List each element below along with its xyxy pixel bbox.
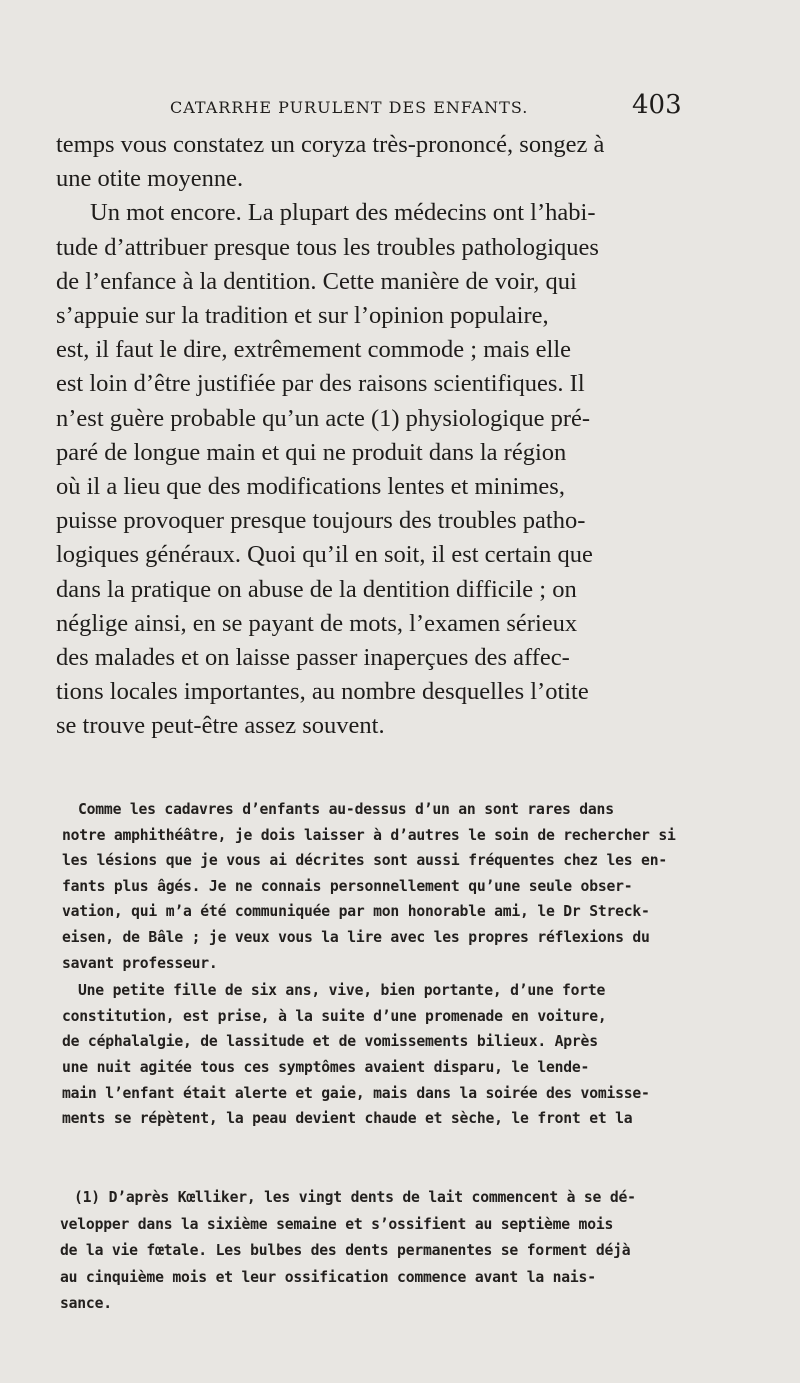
text-line: une otite moyenne. (56, 165, 244, 193)
main-text (56, 128, 686, 744)
note-line: les lésions que je vous ai décrites sont aussi fréquentes chez les en- (62, 852, 667, 870)
text-line: Un mot encore. La plupart des médecins ont l’habi- (90, 199, 596, 227)
note-line: fants plus âgés. Je ne connais personnellement qu’une seule obser- (62, 877, 633, 895)
note-line: savant professeur. (62, 954, 218, 972)
text-line: logiques généraux. Quoi qu’il en soit, il est certain que (56, 541, 593, 569)
footnote-line: de la vie fœtale. Les bulbes des dents permanentes se forment déjà (60, 1242, 631, 1259)
footnote-line: velopper dans la sixième semaine et s’ossifient au septième mois (60, 1215, 614, 1233)
note-line: une nuit agitée tous ces symptômes avaient disparu, le lende- (62, 1058, 590, 1076)
text-line: néglige ainsi, en se payant de mots, l’examen sérieux (56, 609, 578, 637)
text-line: tude d’attribuer presque tous les troubles pathologiques (56, 233, 599, 261)
text-line: est, il faut le dire, extrêmement commode ; mais elle (56, 336, 572, 364)
running-title: CATARRHE PURULENT DES ENFANTS. (170, 98, 529, 117)
note-line: eisen, de Bâle ; je veux vous la lire avec les propres réflexions du (62, 928, 650, 946)
footnote (60, 1185, 690, 1318)
text-line: est loin d’être justifiée par des raisons scientifiques. Il (56, 370, 585, 398)
text-line: n’est guère probable qu’un acte (1) physiologique pré- (56, 404, 591, 432)
small-print-notes (62, 797, 686, 1132)
footnote-line: au cinquième mois et leur ossification commence avant la nais- (60, 1268, 596, 1286)
note-line: de céphalalgie, de lassitude et de vomissements bilieux. Après (62, 1033, 598, 1051)
text-line: se trouve peut-être assez souvent. (56, 712, 385, 740)
text-line: paré de longue main et qui ne produit dans la région (56, 438, 567, 466)
text-line: dans la pratique on abuse de la dentition difficile ; on (56, 575, 577, 603)
note-line: Une petite fille de six ans, vive, bien portante, d’une forte (78, 982, 606, 1000)
footnote-line: (1) D’après Kœlliker, les vingt dents de lait commencent à se dé- (74, 1189, 636, 1206)
note-line: vation, qui m’a été communiquée par mon honorable ami, le Dr Streck- (62, 903, 650, 921)
text-line: temps vous constatez un coryza très-prononcé, songez à (56, 131, 605, 158)
page-number: 403 (632, 90, 682, 120)
page-header (0, 90, 800, 126)
text-line: s’appuie sur la tradition et sur l’opinion populaire, (56, 302, 549, 330)
text-line: des malades et on laisse passer inaperçues des affec- (56, 644, 570, 672)
text-line: où il a lieu que des modifications lentes et minimes, (56, 473, 565, 501)
note-line: notre amphithéâtre, je dois laisser à d’autres le soin de rechercher si (62, 826, 676, 844)
note-line: Comme les cadavres d’enfants au-dessus d’un an sont rares dans (78, 801, 614, 818)
text-line: de l’enfance à la dentition. Cette manière de voir, qui (56, 267, 577, 295)
text-line: puisse provoquer presque toujours des troubles patho- (56, 507, 586, 535)
note-line: main l’enfant était alerte et gaie, mais dans la soirée des vomisse- (62, 1084, 650, 1102)
footnote-line: sance. (60, 1295, 112, 1312)
text-line: tions locales importantes, au nombre desquelles l’otite (56, 678, 589, 706)
note-line: ments se répètent, la peau devient chaude et sèche, le front et la (62, 1110, 633, 1128)
note-line: constitution, est prise, à la suite d’une promenade en voiture, (62, 1007, 607, 1025)
